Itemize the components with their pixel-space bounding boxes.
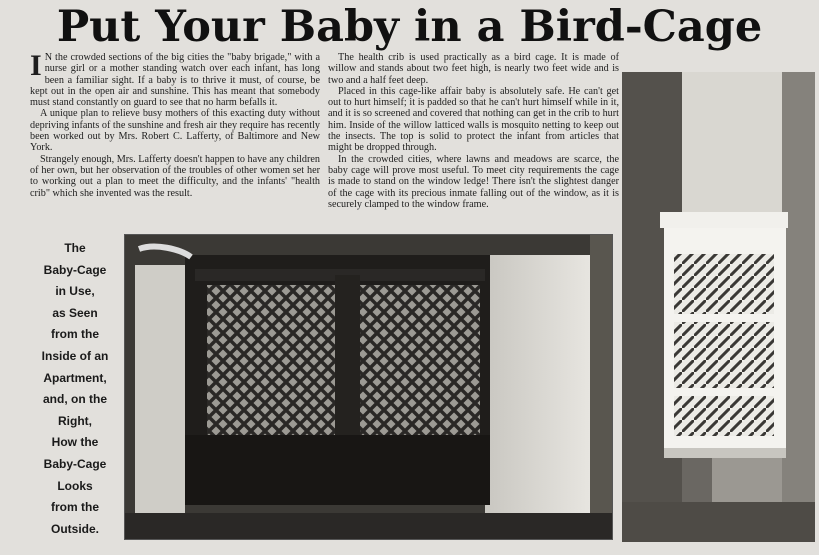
article-paragraph: The health crib is used practically as a bird cage. It is made of willow and stands about two feet high, is nearly two feet wide and is two and a half feet deep.: [328, 52, 619, 86]
article-paragraph: A unique plan to relieve busy mothers of this exacting duty without depriving infants of the sunshine and fresh air they require has recently been worked out by Mrs. Robert C. Lafferty, of Baltimore and New York.: [30, 108, 320, 154]
photo-caption: The Baby-Cage in Use, as Seen from the Inside of an Apartment, and, on the Right, How the Baby-Cage Looks from the Outside.: [41, 241, 109, 536]
photo-cage-inside-view: [124, 234, 613, 540]
article-paragraph: I N the crowded sections of the big cities the "baby brigade," with a nurse girl or a mother standing watch over each infant, has long been a familiar sight. If a baby is to thrive it must, of course, be kept out in the open air and sunshine. This has meant that somebody must stand constantly on guard to see that no harm befalls it.: [30, 49, 320, 109]
article-paragraph: Strangely enough, Mrs. Lafferty doesn't happen to have any children of her own, but her observation of the troubles of other women set her to working out a plan to meet the difficulty, and the infants' "health crib" which she invented was the result.: [30, 153, 320, 199]
photo-cage-outside-illustration: [622, 72, 815, 542]
photo-cage-outside-view: [622, 72, 815, 542]
article-column-left: [30, 49, 320, 199]
drop-cap: I: [30, 49, 42, 82]
article-paragraph: In the crowded cities, where lawns and meadows are scarce, the baby cage will prove most useful. To meet city requirements the cage is made to stand on the window ledge! There isn't the slightest danger of the cage with its precious inmate falling out of the window, as it is securely clamped to the window frame.: [328, 153, 619, 210]
article-column-right: [328, 52, 619, 210]
photo-cage-inside-illustration: [125, 235, 612, 539]
headline: Put Your Baby in a Bird-Cage: [56, 2, 763, 52]
article-paragraph: Placed in this cage-like affair baby is absolutely safe. He can't get out to hurt himself; it is padded so that he can't hurt himself while in it, and it is so screened and covered that nothing can get in the crib to hurt him. Inside of the willow latticed walls is mosquito netting to keep out the insects. The top is solid to protect the infant from articles that might be dropped through.: [328, 85, 619, 154]
